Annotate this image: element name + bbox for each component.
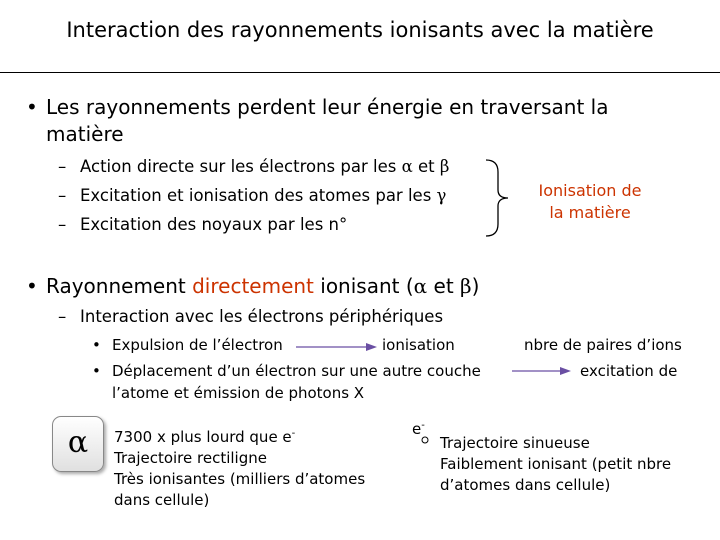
bullet-marker: • (92, 336, 101, 354)
arrow-right-icon (296, 341, 378, 353)
nbre-paires-text: nbre de paires d’ions (524, 336, 682, 354)
ionisation-callout: Ionisation de la matière (538, 181, 642, 222)
dash-marker: – (58, 186, 67, 205)
beta-symbol: β (460, 274, 472, 298)
arrow-right-icon (512, 365, 572, 377)
deplacement-line1: Déplacement d’un électron sur une autre couche (112, 362, 481, 380)
section1-line2: matière (46, 122, 124, 146)
electron-icon (420, 435, 430, 445)
dash-marker: – (58, 157, 67, 176)
dash-marker: – (58, 215, 67, 234)
section2-heading: Rayonnement directement ionisant (α et β) (46, 274, 480, 298)
brace-icon (482, 158, 522, 238)
deplacement-line2: l’atome et émission de photons X (112, 384, 365, 402)
bullet-marker: • (92, 362, 101, 380)
section2-sub: Interaction avec les électrons périphériques (80, 307, 444, 326)
sub-item-2: Excitation et ionisation des atomes par les γ (80, 186, 447, 205)
alpha-symbol: α (401, 157, 413, 176)
ionisation-text: ionisation (382, 336, 455, 354)
electron-label: e- (412, 420, 425, 438)
alpha-symbol: α (413, 274, 428, 298)
dash-marker: – (58, 307, 67, 326)
highlight-directement: directement (192, 274, 314, 298)
alpha-description: 7300 x plus lourd que e- Trajectoire rectiligne Très ionisantes (milliers d’atomes dans cellule) (114, 428, 366, 509)
sub-item-1: Action directe sur les électrons par les α et β (80, 157, 450, 176)
sub-item-3: Excitation des noyaux par les n° (80, 215, 348, 234)
section1-line1: Les rayonnements perdent leur énergie en traversant la (46, 95, 609, 119)
expulsion-text: Expulsion de l’électron (112, 336, 283, 354)
excitation-text: excitation de (580, 362, 678, 380)
electron-description: Trajectoire sinueuse Faiblement ionisant (petit nbre d’atomes dans cellule) (440, 434, 672, 494)
gamma-symbol: γ (436, 186, 447, 205)
bullet-marker: • (26, 274, 38, 298)
beta-symbol: β (439, 157, 450, 176)
page-title: Interaction des rayonnements ionisants avec la matière (66, 18, 654, 42)
title-divider (0, 72, 720, 73)
bullet-marker: • (26, 95, 38, 119)
alpha-badge: α (52, 416, 104, 472)
